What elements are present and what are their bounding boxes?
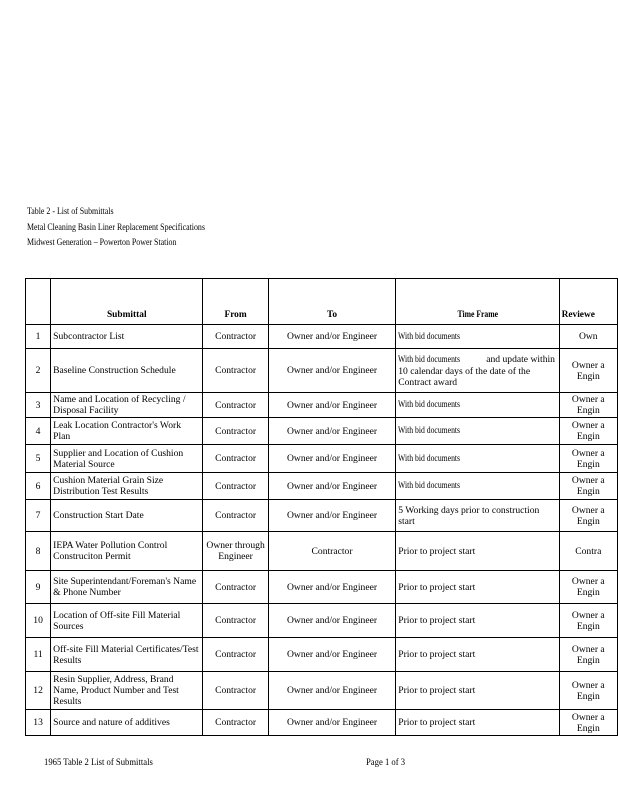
reviewer-cell [559, 500, 617, 532]
row-number: 7 [26, 500, 51, 532]
reviewer-cell [559, 445, 617, 473]
reviewer-line: Owner a [571, 504, 605, 516]
reviewer-cell [559, 473, 617, 500]
submittal-cell: Name and Location of Recycling / Disposal Facility [51, 393, 203, 418]
reviewer-cell [559, 571, 617, 604]
table-row [26, 532, 618, 571]
submittal-cell: Resin Supplier, Address, Brand Name, Product Number and Test Results [51, 672, 203, 710]
from-cell: Contractor [203, 672, 268, 710]
to-cell: Owner and/or Engineer [268, 604, 395, 638]
from-cell: Owner through Engineer [203, 532, 268, 571]
project-title: Metal Cleaning Basin Liner Replacement Specifications [27, 222, 205, 232]
reviewer-line: Engin [576, 515, 600, 527]
time-frame-text: Prior to project start [398, 649, 476, 660]
row-number: 4 [26, 418, 51, 445]
reviewer-line: Engin [576, 458, 600, 470]
reviewer-line: Owner a [571, 643, 605, 655]
reviewer-cell [559, 604, 617, 638]
time-frame-cell [396, 571, 559, 604]
table-row [26, 325, 618, 349]
reviewer-line: Engin [576, 722, 600, 734]
row-number: 13 [26, 710, 51, 736]
table-row [26, 571, 618, 604]
reviewer-line: Owner a [571, 447, 605, 459]
time-frame-text: Prior to project start [398, 615, 476, 626]
col-header-to: To [268, 279, 395, 325]
submittal-cell: Source and nature of additives [51, 710, 203, 736]
table-row [26, 638, 618, 672]
reviewer-line: Engin [576, 620, 600, 632]
time-frame-cell [396, 638, 559, 672]
submittal-cell: Cushion Material Grain Size Distribution Test Results [51, 473, 203, 500]
submittal-cell: Off-site Fill Material Certificates/Test Results [51, 638, 203, 672]
col-header-submittal: Submittal [51, 279, 203, 325]
reviewer-line: Owner a [571, 711, 605, 723]
time-frame-bid-docs: With bid documents [398, 481, 461, 491]
time-frame-text: and update within 10 calendar days of the date of the Contract award [398, 353, 555, 388]
from-cell: Contractor [203, 418, 268, 445]
time-frame-cell [396, 672, 559, 710]
submittal-cell: Subcontractor List [51, 325, 203, 349]
table-header-row [26, 279, 618, 325]
row-number: 10 [26, 604, 51, 638]
time-frame-cell [396, 393, 559, 418]
row-number: 3 [26, 393, 51, 418]
reviewer-line: Owner a [571, 475, 605, 486]
reviewer-line: Owner a [571, 679, 605, 691]
reviewer-line: Owner a [571, 609, 605, 621]
station-title: Midwest Generation – Powerton Power Station [27, 237, 177, 247]
reviewer-cell [559, 532, 617, 571]
row-number: 2 [26, 349, 51, 393]
table-body [26, 325, 618, 736]
from-cell: Contractor [203, 710, 268, 736]
table-row [26, 710, 618, 736]
time-frame-text: Prior to project start [398, 545, 476, 557]
row-number: 6 [26, 473, 51, 500]
submittal-cell: Supplier and Location of Cushion Material Source [51, 445, 203, 473]
time-frame-text: Prior to project start [398, 685, 476, 696]
row-number: 12 [26, 672, 51, 710]
reviewer-line: Own [578, 331, 598, 342]
time-frame-bid-docs: With bid documents [398, 453, 461, 464]
from-cell: Contractor [203, 500, 268, 532]
reviewer-cell [559, 393, 617, 418]
table-row [26, 445, 618, 473]
table-row [26, 393, 618, 418]
table-row [26, 418, 618, 445]
from-cell: Contractor [203, 393, 268, 418]
reviewer-line: Engin [576, 690, 600, 702]
time-frame-bid-docs: With bid documents [398, 426, 461, 436]
submittal-cell: IEPA Water Pollution Control Construciton Permit [51, 532, 203, 571]
col-header-number [26, 279, 51, 325]
row-number: 11 [26, 638, 51, 672]
reviewer-cell [559, 418, 617, 445]
time-frame-cell [396, 473, 559, 500]
reviewer-line: Engin [576, 405, 600, 416]
reviewer-line: Contra [575, 545, 602, 557]
reviewer-line: Engin [576, 431, 600, 442]
time-frame-cell [396, 349, 559, 393]
table-row [26, 500, 618, 532]
submittal-cell: Leak Location Contractor's Work Plan [51, 418, 203, 445]
from-cell: Contractor [203, 638, 268, 672]
submittals-table [25, 278, 618, 736]
time-frame-cell [396, 325, 559, 349]
from-cell: Contractor [203, 349, 268, 393]
footer-doc-name: 1965 Table 2 List of Submittals [44, 757, 153, 768]
row-number: 1 [26, 325, 51, 349]
from-cell: Contractor [203, 473, 268, 500]
time-frame-text: Prior to project start [398, 717, 476, 728]
to-cell: Owner and/or Engineer [268, 418, 395, 445]
time-frame-bid-docs: With bid documents [398, 400, 461, 410]
time-frame-cell [396, 500, 559, 532]
reviewer-cell [559, 672, 617, 710]
reviewer-line: Engin [576, 587, 600, 598]
footer-page-number: Page 1 of 3 [366, 757, 406, 768]
table-row [26, 604, 618, 638]
from-cell: Contractor [203, 571, 268, 604]
col-header-reviewer: Reviewe [559, 279, 617, 325]
table-row [26, 349, 618, 393]
reviewer-cell [559, 638, 617, 672]
submittal-cell: Site Superintendant/Foreman's Name & Phone Number [51, 571, 203, 604]
table-row [26, 672, 618, 710]
reviewer-line: Engin [576, 654, 600, 666]
time-frame-cell [396, 418, 559, 445]
to-cell: Owner and/or Engineer [268, 571, 395, 604]
col-header-time-frame: Time Frame [396, 279, 559, 325]
table-title: Table 2 - List of Submittals [27, 206, 114, 216]
time-frame-bid-docs: With bid documents [398, 354, 461, 365]
reviewer-line: Owner a [571, 394, 605, 405]
to-cell: Owner and/or Engineer [268, 445, 395, 473]
time-frame-cell [396, 532, 559, 571]
reviewer-cell [559, 710, 617, 736]
submittal-cell: Baseline Construction Schedule [51, 349, 203, 393]
to-cell: Owner and/or Engineer [268, 393, 395, 418]
row-number: 9 [26, 571, 51, 604]
time-frame-text: Prior to project start [398, 581, 476, 593]
reviewer-line: Engin [576, 370, 600, 382]
from-cell: Contractor [203, 604, 268, 638]
reviewer-line: Engin [576, 486, 600, 497]
reviewer-line: Owner a [571, 576, 605, 587]
to-cell: Owner and/or Engineer [268, 349, 395, 393]
to-cell: Owner and/or Engineer [268, 638, 395, 672]
time-frame-text: 5 Working days prior to construction start [398, 504, 540, 527]
row-number: 5 [26, 445, 51, 473]
to-cell: Owner and/or Engineer [268, 325, 395, 349]
from-cell: Contractor [203, 325, 268, 349]
reviewer-line: Owner a [571, 359, 605, 371]
to-cell: Owner and/or Engineer [268, 672, 395, 710]
reviewer-cell [559, 349, 617, 393]
to-cell: Owner and/or Engineer [268, 500, 395, 532]
submittal-cell: Location of Off-site Fill Material Sources [51, 604, 203, 638]
to-cell: Owner and/or Engineer [268, 710, 395, 736]
col-header-from: From [203, 279, 268, 325]
reviewer-cell [559, 325, 617, 349]
time-frame-bid-docs: With bid documents [398, 331, 461, 342]
submittal-cell: Construction Start Date [51, 500, 203, 532]
from-cell: Contractor [203, 445, 268, 473]
time-frame-cell [396, 445, 559, 473]
time-frame-cell [396, 710, 559, 736]
to-cell: Contractor [268, 532, 395, 571]
reviewer-line: Owner a [571, 420, 605, 431]
table-row [26, 473, 618, 500]
row-number: 8 [26, 532, 51, 571]
to-cell: Owner and/or Engineer [268, 473, 395, 500]
time-frame-cell [396, 604, 559, 638]
